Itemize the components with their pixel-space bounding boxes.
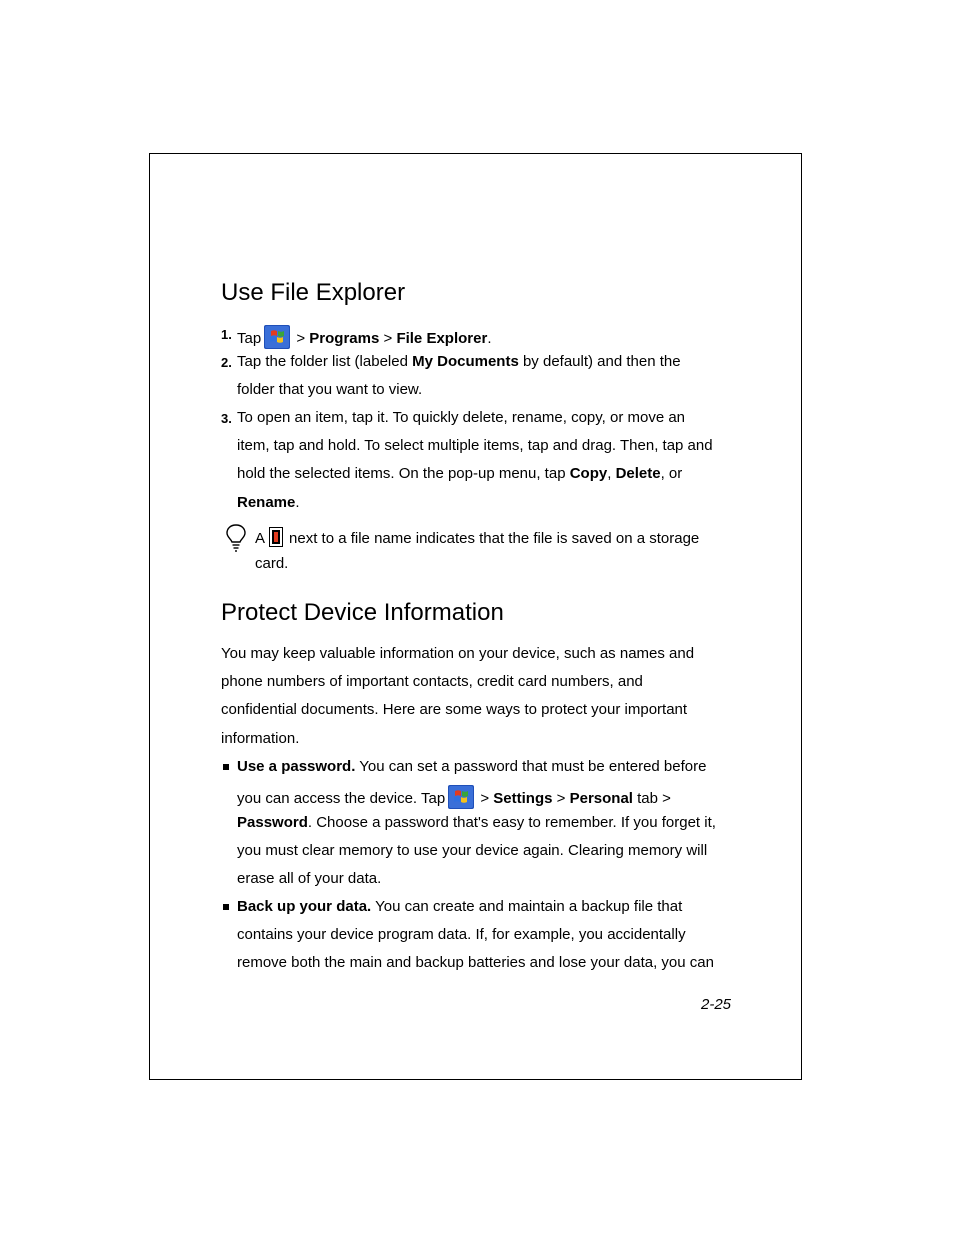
intro-line: confidential documents. Here are some ways to protect your important: [221, 701, 688, 718]
step-2-line-1: Tap the folder list (labeled My Documents by default) and then the: [237, 353, 681, 370]
windows-start-icon[interactable]: [264, 325, 290, 349]
section-title-protect-device-information: Protect Device Information: [221, 599, 504, 626]
bullet-1-line-2: you can access the device. Tap > Settings > Personal tab >: [237, 785, 671, 809]
intro-line: phone numbers of important contacts, credit card numbers, and: [221, 673, 643, 690]
bullet-marker: [223, 764, 229, 770]
step-3-line-4: Rename.: [237, 494, 300, 511]
lightbulb-tip-icon: [224, 523, 248, 553]
step-number: 2.: [221, 355, 232, 370]
step-1-text: Tap > Programs > File Explorer.: [237, 325, 491, 349]
bullet-1-line-5: erase all of your data.: [237, 870, 382, 887]
step-number: 1.: [221, 327, 232, 342]
step-2-line-2: folder that you want to view.: [237, 381, 423, 398]
step-3-line-2: item, tap and hold. To select multiple items, tap and drag. Then, tap and: [237, 437, 713, 454]
bullet-2-line-3: remove both the main and backup batteries and lose your data, you can: [237, 954, 714, 971]
bullet-2-line-1: Back up your data. You can create and maintain a backup file that: [237, 898, 683, 915]
step-3-line-1: To open an item, tap it. To quickly delete, rename, copy, or move an: [237, 409, 686, 426]
tip-line-1: A next to a file name indicates that the file is saved on a storage: [255, 527, 699, 548]
bullet-1-line-1: Use a password. You can set a password that must be entered before: [237, 758, 707, 775]
bullet-marker: [223, 904, 229, 910]
tip-line-2: card.: [255, 555, 289, 572]
windows-start-icon[interactable]: [448, 785, 474, 809]
intro-line: information.: [221, 730, 300, 747]
intro-line: You may keep valuable information on your device, such as names and: [221, 645, 695, 662]
step-number: 3.: [221, 411, 232, 426]
storage-card-icon: [269, 527, 283, 547]
section-title-use-file-explorer: Use File Explorer: [221, 279, 406, 306]
page-number: 2-25: [701, 996, 732, 1013]
bullet-2-line-2: contains your device program data. If, for example, you accidentally: [237, 926, 686, 943]
bullet-1-line-3: Password. Choose a password that's easy to remember. If you forget it,: [237, 814, 716, 831]
step-3-line-3: hold the selected items. On the pop-up menu, tap Copy, Delete, or: [237, 465, 683, 482]
bullet-1-line-4: you must clear memory to use your device again. Clearing memory will: [237, 842, 708, 859]
